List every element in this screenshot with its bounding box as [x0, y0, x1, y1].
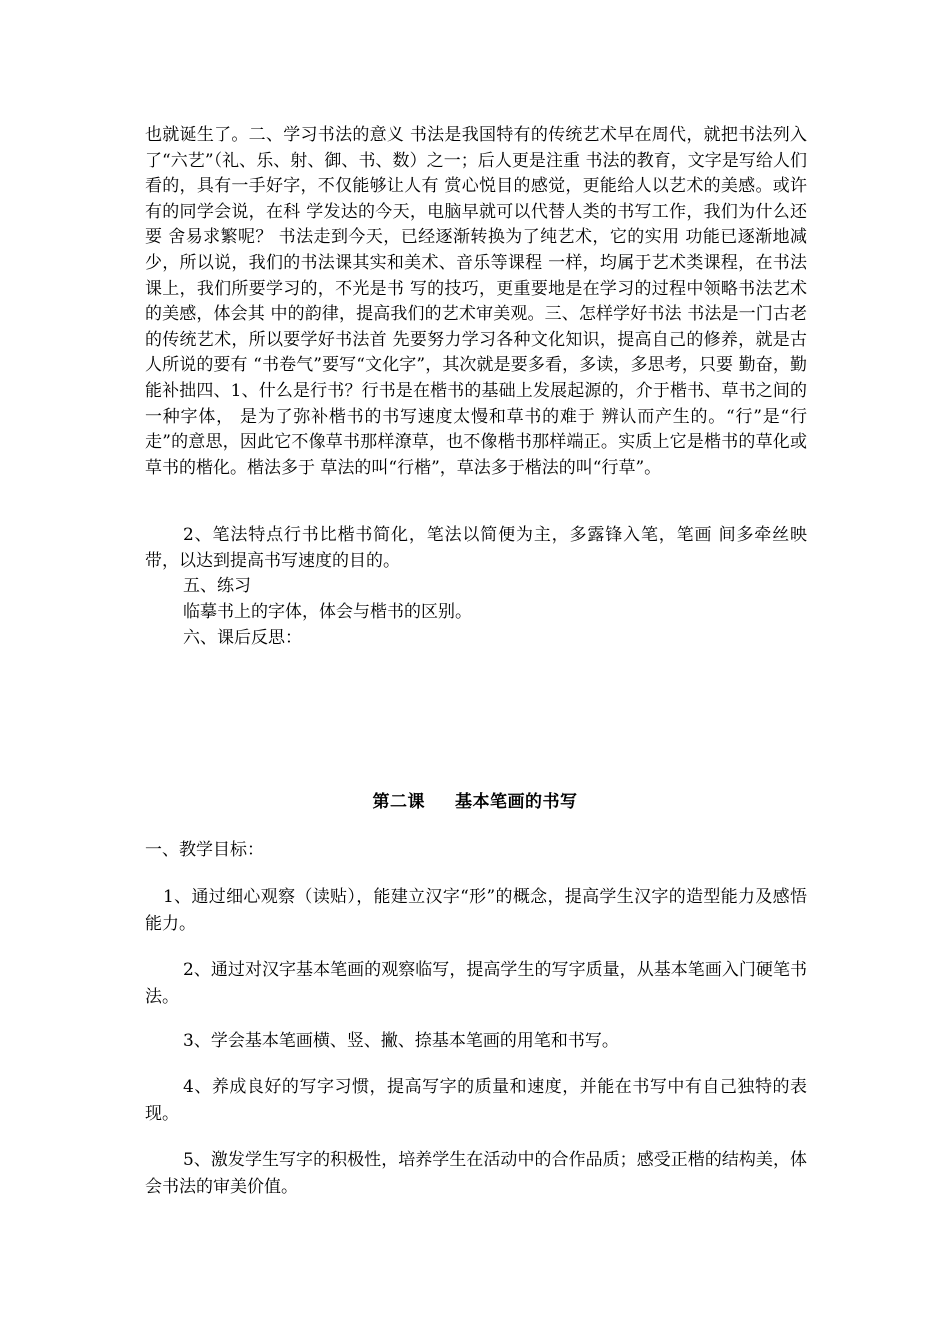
- objective-item: 2、通过对汉字基本笔画的观察临写，提高学生的写字质量，从基本笔画入门硬笔书法。: [145, 960, 807, 1007]
- practice-text: 临摹书上的字体，体会与楷书的区别。: [183, 602, 472, 622]
- body-paragraph: 也就诞生了。二、学习书法的意义 书法是我国特有的传统艺术早在周代，就把书法列入了“六艺”（礼、乐、射、御、书、数）之一；后人更是注重 书法的教育，文字是写给人们看的，具有一手好字，不仅能够让人有 赏心悦目的感觉，更能给人以艺术的美感。或许有的同学会说，在科 学发达的今天，电脑早就可以代替人类的书写工作，我们为什么还要 舍易求繁呢？ 书法走到今天，已经逐渐转换为了纯艺术，它的实用 功能已逐渐地减少，所以说，我们的书法课其实和美术、音乐等课程 一样，均属于艺术类课程，在书法课上，我们所要学习的，不光是书 写的技巧，更重要地是在学习的过程中领略书法艺术的美感，体会其 中的韵律，提高我们的艺术审美观。三、怎样学好书法 书法是一门古老的传统艺术，所以要学好书法首 先要努力学习各种文化知识，提高自己的修养，就是古人所说的要有 “书卷气”要写“文化字”，其次就是要多看，多读，多思考，只要 勤奋，勤能补拙四、1、什么是行书？行书是在楷书的基础上发展起源的，介于楷书、草书之间的一种字体， 是为了弥补楷书的书写速度太慢和草书的难于 辨认而产生的。“行”是“行走”的意思，因此它不像草书那样潦草，也不像楷书那样端正。实质上它是楷书的草化或草书的楷化。楷法多于 草法的叫“行楷”，草法多于楷法的叫“行草”。: [145, 125, 807, 478]
- lesson-title: [0, 790, 950, 815]
- objective-item: 4、养成良好的写字习惯，提高写字的质量和速度，并能在书写中有自己独特的表现。: [145, 1077, 807, 1124]
- objective-item: 5、激发学生写字的积极性，培养学生在活动中的合作品质；感受正楷的结构美，体会书法的审美价值。: [145, 1150, 807, 1197]
- objective-item: 1、通过细心观察（读贴），能建立汉字“形”的概念，提高学生汉字的造型能力及感悟能力。: [145, 887, 807, 934]
- teaching-goals-heading: 一、教学目标：: [145, 840, 264, 860]
- brushwork-paragraph: 2、笔法特点行书比楷书简化，笔法以简便为主，多露锋入笔，笔画 间多牵丝映带，以达到提高书写速度的目的。: [145, 525, 807, 571]
- lesson-number: 第二课: [372, 792, 425, 812]
- objective-item: 3、学会基本笔画横、竖、撇、捺基本笔画的用笔和书写。: [183, 1031, 619, 1051]
- section-practice-heading: 五、练习: [183, 576, 251, 596]
- lesson-name: 基本笔画的书写: [455, 792, 578, 812]
- section-reflection-heading: 六、课后反思：: [183, 628, 302, 648]
